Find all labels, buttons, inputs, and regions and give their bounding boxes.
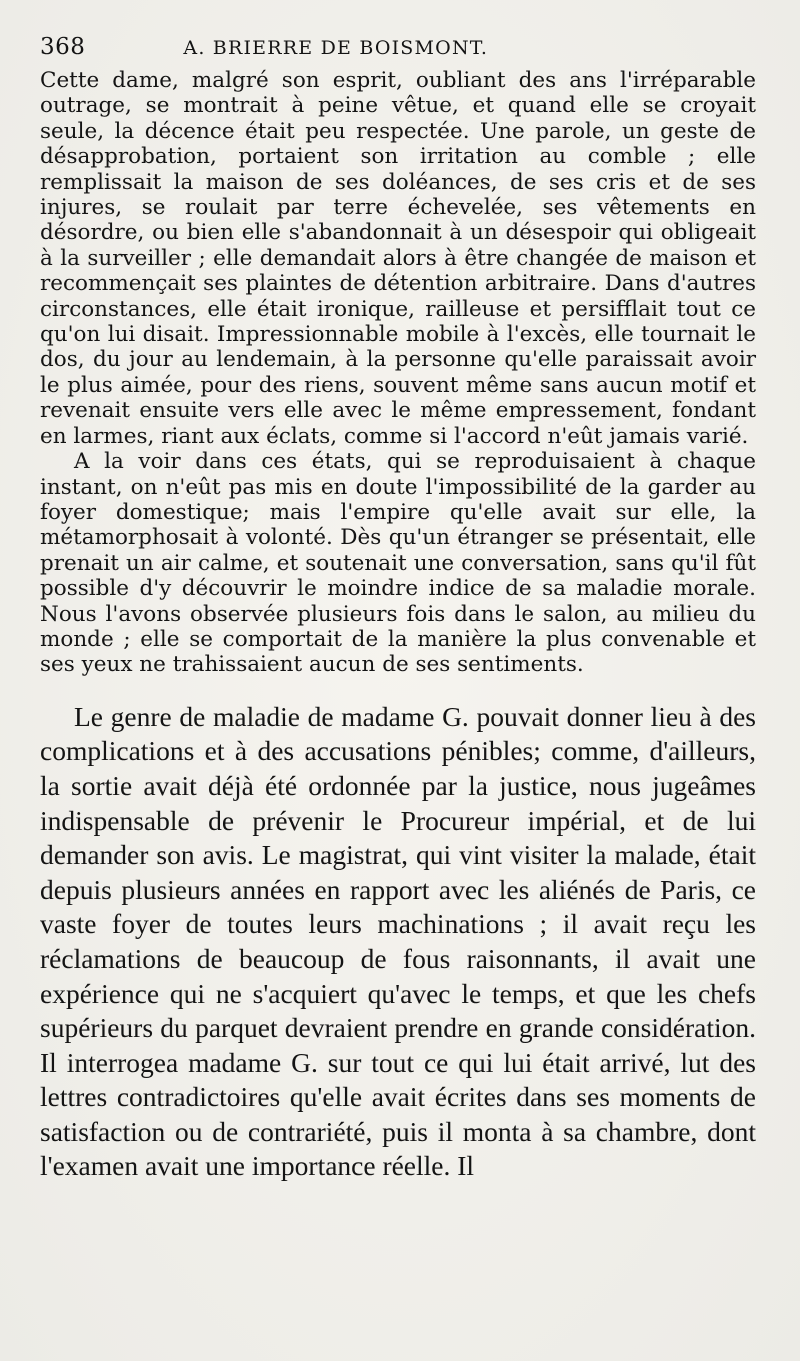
paragraph-1: Cette dame, malgré son esprit, oubliant des ans l'irréparable outrage, se montrait à peine vêtue, et quand elle se croyait seule, la décence était peu respectée. Une parole, un geste de désapprobation, portaient son irritation au comble ; elle remplissait la maison de ses doléances, de ses cris et de ses injures, se roulait par terre échevelée, ses vêtements en désordre, ou bien elle s'abandonnait à un désespoir qui obligeait à la surveiller ; elle demandait alors à être changée de maison et recommençait ses plaintes de détention arbitraire. Dans d'autres circonstances, elle était ironique, railleuse et persifflait tout ce qu'on lui disait. Impressionnable mobile à l'excès, elle tournait le dos, du jour au lendemain, à la personne qu'elle paraissait avoir le plus aimée, pour des riens, souvent même sans aucun motif et revenait ensuite vers elle avec le même empressement, fondant en larmes, riant aux éclats, comme si l'accord n'eût jamais varié. <box>40 68 756 449</box>
running-head <box>40 34 756 68</box>
paragraph-3: Le genre de maladie de madame G. pouvait donner lieu à des complications et à des accusations pénibles; comme, d'ailleurs, la sortie avait déjà été ordonnée par la justice, nous jugeâmes indispensable de prévenir le Procureur impérial, et de lui demander son avis. Le magistrat, qui vint visiter la malade, était depuis plusieurs années en rapport avec les aliénés de Paris, ce vaste foyer de toutes leurs machinations ; il avait reçu les réclamations de beaucoup de fous raisonnants, il avait une expérience qui ne s'acquiert qu'avec le temps, et que les chefs supérieurs du parquet devraient prendre en grande considération. Il interrogea madame G. sur tout ce qui lui était arrivé, lut des lettres contradictoires qu'elle avait écrites dans ses moments de satisfaction ou de contrariété, puis il monta à sa chambre, dont l'examen avait une importance réelle. Il <box>40 700 756 1182</box>
page-number: 368 <box>40 34 86 60</box>
large-print-block <box>40 700 756 1184</box>
running-title: A. BRIERRE DE BOISMONT. <box>183 37 489 59</box>
small-print-block <box>40 68 756 678</box>
paragraph-2: A la voir dans ces états, qui se reproduisaient à chaque instant, on n'eût pas mis en doute l'impossibilité de la garder au foyer domestique; mais l'empire qu'elle avait sur elle, la métamorphosait à volonté. Dès qu'un étranger se présentait, elle prenait un air calme, et soutenait une conversation, sans qu'il fût possible d'y découvrir le moindre indice de sa maladie morale. Nous l'avons observée plusieurs fois dans le salon, au milieu du monde ; elle se comportait de la manière la plus convenable et ses yeux ne trahissaient aucun de ses sentiments. <box>40 449 756 678</box>
